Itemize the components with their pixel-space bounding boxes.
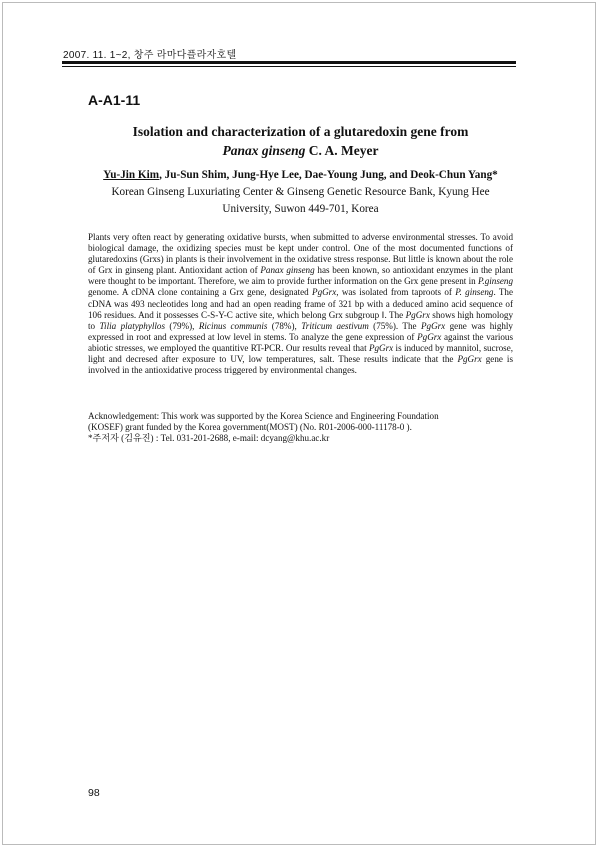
header-rule-thin xyxy=(62,66,516,67)
affiliation-line-1: Korean Ginseng Luxuriating Center & Ginseng Genetic Resource Bank, Kyung Hee xyxy=(111,186,490,198)
abstract-code: A-A1-11 xyxy=(88,92,141,108)
acknowledgement-line-1: Acknowledgement: This work was supported by the Korea Science and Engineering Foundation xyxy=(88,411,439,421)
abstract-body: Plants very often react by generating oxidative bursts, when submitted to adverse environmental stresses. To avoid biological damage, the oxidizing species must be kept under control. One of the most documented functions of glutaredoxins (Grxs) in plants is their involvement in the oxidative stress response. But little is known about the role of Grx in ginseng plant. Antioxidant action of Panax ginseng has been known, so antioxidant enzymes in the plant were thought to be important. Therefore, we aim to provide further information on the Grx gene present in P.ginseng genome. A cDNA clone containing a Grx gene, designated PgGrx, was isolated from taproots of P. ginseng. The cDNA was 493 necleotides long and had an open reading frame of 321 bp with a deduced amino acid sequence of 106 residues. And it possesses C-S-Y-C active site, which belong Grx subgroup Ⅰ. The PgGrx shows high homology to Tilia platyphyllos (79%), Ricinus communis (78%), Triticum aestivum (75%). The PgGrx gene was highly expressed in root and expressed at low level in stems. To analyze the gene expression of PgGrx against the various abiotic stresses, we employed the quantitive RT-PCR. Our results reveal that PgGrx is induced by mannitol, sucrose, light and decresed after exposure to UV, low temperatures, salt. These results indicate that the PgGrx gene is involved in the antioxidative process triggered by environmental changes. xyxy=(88,232,514,376)
title-line-1: Isolation and characterization of a glutaredoxin gene from xyxy=(132,124,469,139)
corresponding-author-note: *주저자 (김유진) : Tel. 031-201-2688, e-mail: dcyang@khu.ac.kr xyxy=(88,432,330,443)
acknowledgement-line-2: (KOSEF) grant funded by the Korea government(MOST) (No. R01-2006-000-11178-0 ). xyxy=(88,421,412,432)
affiliation-line-2: University, Suwon 449-701, Korea xyxy=(222,203,379,215)
page-number: 98 xyxy=(88,787,100,799)
title-species: Panax ginseng xyxy=(222,143,306,158)
first-author: Yu-Jin Kim xyxy=(103,169,160,181)
footnotes xyxy=(88,411,513,443)
header-rule-thick xyxy=(62,61,516,64)
title-line-2 xyxy=(88,143,513,159)
title-species-author: C. A. Meyer xyxy=(305,143,379,158)
co-authors: , Ju-Sun Shim, Jung-Hye Lee, Dae-Young Jung, and Deok-Chun Yang* xyxy=(159,169,498,181)
running-head: 2007. 11. 1~2, 창주 라마다플라자호텔 xyxy=(63,50,237,61)
author-list xyxy=(88,169,513,181)
